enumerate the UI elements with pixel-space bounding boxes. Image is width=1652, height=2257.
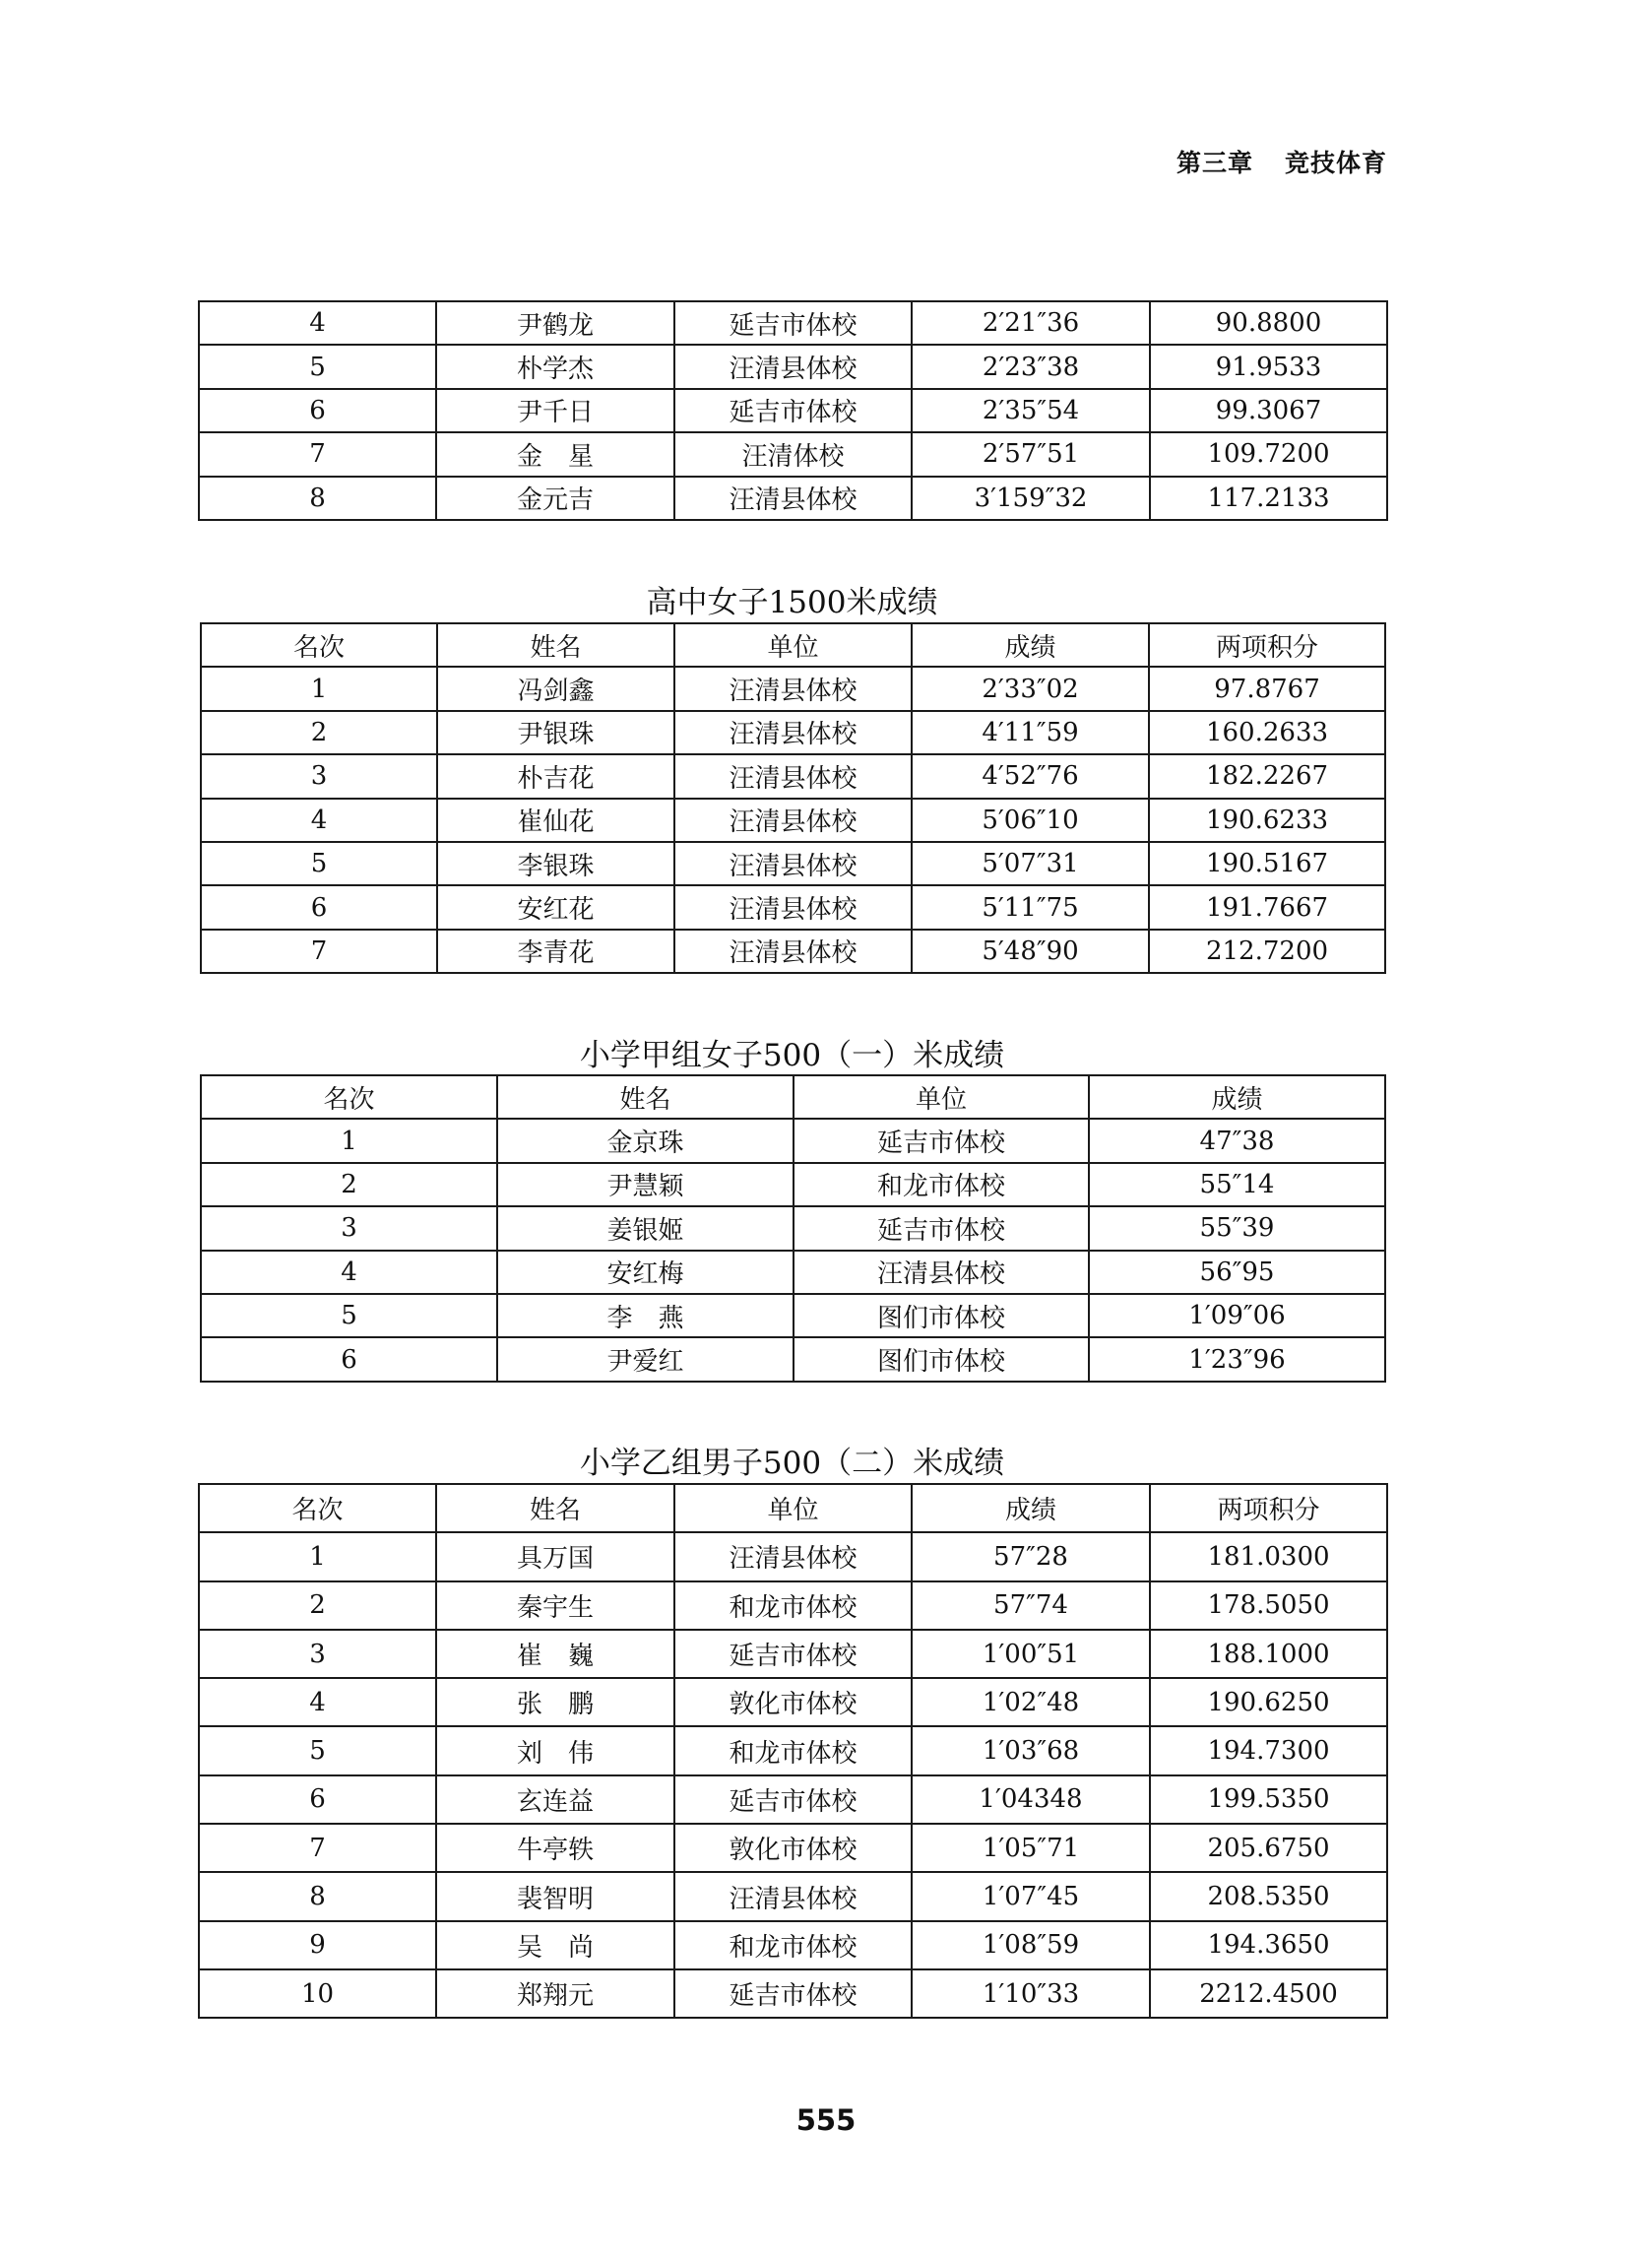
table-cell: 汪清县体校 [674, 1532, 912, 1580]
table-cell: 1 [201, 667, 437, 710]
table-cell: 秦宇生 [436, 1581, 674, 1630]
column-header: 单位 [674, 1484, 912, 1532]
table-row [201, 799, 1385, 842]
table-row [201, 1119, 1385, 1162]
chapter-label: 第三章 [1176, 149, 1254, 177]
table-cell: 和龙市体校 [674, 1921, 912, 1969]
table-cell: 1′04348 [912, 1775, 1150, 1824]
table-cell: 延吉市体校 [674, 1630, 912, 1678]
table-cell: 7 [199, 1824, 436, 1872]
table-row [199, 1678, 1387, 1726]
table-cell: 延吉市体校 [794, 1119, 1089, 1162]
table-cell: 182.2267 [1149, 754, 1385, 798]
table-cell: 2′33″02 [912, 667, 1149, 710]
table-cell: 1′23″96 [1089, 1337, 1385, 1381]
column-header: 两项积分 [1149, 623, 1385, 667]
column-header: 名次 [201, 623, 437, 667]
table-cell: 90.8800 [1150, 301, 1387, 345]
table-cell: 汪清县体校 [674, 711, 912, 754]
column-header: 两项积分 [1150, 1484, 1387, 1532]
table-row [201, 667, 1385, 710]
table-cell: 崔 巍 [436, 1630, 674, 1678]
header-row [201, 1075, 1385, 1119]
table-row [199, 389, 1387, 432]
table-cell: 2 [199, 1581, 436, 1630]
table-cell: 崔仙花 [437, 799, 674, 842]
chapter-title: 竞技体育 [1285, 149, 1388, 177]
table-cell: 1′07″45 [912, 1872, 1150, 1920]
table-cell: 3 [201, 754, 437, 798]
table-cell: 汪清县体校 [674, 477, 912, 520]
table-cell: 延吉市体校 [674, 1969, 912, 2018]
table-cell: 汪清县体校 [674, 799, 912, 842]
table-cell: 汪清体校 [674, 432, 912, 476]
table-cell: 2 [201, 711, 437, 754]
table-cell: 56″95 [1089, 1251, 1385, 1294]
header-row [201, 623, 1385, 667]
table-cell: 1 [199, 1532, 436, 1580]
table-cell: 延吉市体校 [674, 1775, 912, 1824]
table-cell: 4 [201, 799, 437, 842]
column-header: 单位 [674, 623, 912, 667]
table-cell: 尹慧颖 [497, 1163, 794, 1206]
table-cell: 208.5350 [1150, 1872, 1387, 1920]
table-cell: 2′35″54 [912, 389, 1150, 432]
table-caption-primary-a-girls-500: 小学甲组女子500（一）米成绩 [579, 1038, 1005, 1073]
table-cell: 1′02″48 [912, 1678, 1150, 1726]
table-row [199, 1969, 1387, 2018]
header-row [199, 1484, 1387, 1532]
table-cell: 汪清县体校 [794, 1251, 1089, 1294]
table-row [201, 1206, 1385, 1250]
table-cell: 190.6250 [1150, 1678, 1387, 1726]
table-cell: 4′52″76 [912, 754, 1149, 798]
table-cell: 117.2133 [1150, 477, 1387, 520]
table-header [201, 1075, 1385, 1119]
table-cell: 金京珠 [497, 1119, 794, 1162]
table-cell: 9 [199, 1921, 436, 1969]
results-table-primary-b-boys-500 [198, 1483, 1388, 2019]
column-header: 名次 [199, 1484, 436, 1532]
table-cell: 3 [199, 1630, 436, 1678]
table-cell: 姜银姬 [497, 1206, 794, 1250]
table-cell: 194.3650 [1150, 1921, 1387, 1969]
table-row [201, 1294, 1385, 1337]
table-cell: 张 鹏 [436, 1678, 674, 1726]
table-cell: 55″39 [1089, 1206, 1385, 1250]
table-cell: 188.1000 [1150, 1630, 1387, 1678]
table-cell: 李 燕 [497, 1294, 794, 1337]
table-cell: 安红花 [437, 885, 674, 929]
table-cell: 2 [201, 1163, 497, 1206]
results-table-continued [198, 300, 1388, 521]
table-row [201, 842, 1385, 885]
table-row [201, 1163, 1385, 1206]
table-cell: 冯剑鑫 [437, 667, 674, 710]
table-cell: 6 [201, 885, 437, 929]
table-cell: 10 [199, 1969, 436, 2018]
results-table-high-school-girls-1500 [200, 622, 1386, 974]
table-cell: 5′07″31 [912, 842, 1149, 885]
table-cell: 109.7200 [1150, 432, 1387, 476]
table-cell: 1′03″68 [912, 1726, 1150, 1774]
table-cell: 和龙市体校 [674, 1581, 912, 1630]
table-cell: 延吉市体校 [674, 301, 912, 345]
table-cell: 8 [199, 1872, 436, 1920]
table-cell: 汪清县体校 [674, 345, 912, 388]
table-cell: 汪清县体校 [674, 1872, 912, 1920]
table-cell: 玄连益 [436, 1775, 674, 1824]
column-header: 姓名 [436, 1484, 674, 1532]
table-cell: 205.6750 [1150, 1824, 1387, 1872]
table-cell: 尹鹤龙 [436, 301, 674, 345]
results-table-primary-a-girls-500 [200, 1074, 1386, 1383]
table-cell: 91.9533 [1150, 345, 1387, 388]
table-row [201, 930, 1385, 973]
table-cell: 尹千日 [436, 389, 674, 432]
table-cell: 1′05″71 [912, 1824, 1150, 1872]
table-cell: 5 [201, 842, 437, 885]
table-cell: 1′10″33 [912, 1969, 1150, 2018]
table-row [199, 1581, 1387, 1630]
column-header: 名次 [201, 1075, 497, 1119]
table-cell: 5′48″90 [912, 930, 1149, 973]
table-cell: 汪清县体校 [674, 930, 912, 973]
table-header [201, 623, 1385, 667]
table-cell: 金 星 [436, 432, 674, 476]
table-cell: 5 [201, 1294, 497, 1337]
table-cell: 和龙市体校 [794, 1163, 1089, 1206]
table-row [199, 301, 1387, 345]
table-cell: 6 [201, 1337, 497, 1381]
table-body [201, 1119, 1385, 1381]
table-row [201, 754, 1385, 798]
table-cell: 2′57″51 [912, 432, 1150, 476]
table-cell: 181.0300 [1150, 1532, 1387, 1580]
column-header: 单位 [794, 1075, 1089, 1119]
table-cell: 吴 尚 [436, 1921, 674, 1969]
table-row [199, 345, 1387, 388]
table-cell: 李青花 [437, 930, 674, 973]
table-cell: 55″14 [1089, 1163, 1385, 1206]
table-cell: 199.5350 [1150, 1775, 1387, 1824]
table-cell: 97.8767 [1149, 667, 1385, 710]
table-cell: 8 [199, 477, 436, 520]
table-row [199, 1726, 1387, 1774]
table-cell: 2′21″36 [912, 301, 1150, 345]
table-cell: 1 [201, 1119, 497, 1162]
table-cell: 5 [199, 1726, 436, 1774]
table-row [201, 1251, 1385, 1294]
table-cell: 1′09″06 [1089, 1294, 1385, 1337]
table-cell: 裴智明 [436, 1872, 674, 1920]
table-cell: 汪清县体校 [674, 885, 912, 929]
table-cell: 194.7300 [1150, 1726, 1387, 1774]
table-cell: 190.6233 [1149, 799, 1385, 842]
table-cell: 160.2633 [1149, 711, 1385, 754]
column-header: 成绩 [912, 1484, 1150, 1532]
table-row [201, 885, 1385, 929]
column-header: 姓名 [497, 1075, 794, 1119]
table-row [199, 1775, 1387, 1824]
table-cell: 57″28 [912, 1532, 1150, 1580]
table-cell: 尹银珠 [437, 711, 674, 754]
table-cell: 4 [199, 1678, 436, 1726]
table-cell: 朴学杰 [436, 345, 674, 388]
table-cell: 图们市体校 [794, 1337, 1089, 1381]
table-cell: 47″38 [1089, 1119, 1385, 1162]
table-cell: 汪清县体校 [674, 754, 912, 798]
table-cell: 牛亭轶 [436, 1824, 674, 1872]
table-cell: 178.5050 [1150, 1581, 1387, 1630]
running-header [1176, 144, 1387, 179]
table-cell: 5′11″75 [912, 885, 1149, 929]
table-row [199, 1921, 1387, 1969]
table-cell: 5 [199, 345, 436, 388]
table-body [199, 1532, 1387, 2018]
table-cell: 212.7200 [1149, 930, 1385, 973]
table-cell: 李银珠 [437, 842, 674, 885]
column-header: 姓名 [437, 623, 674, 667]
table-cell: 安红梅 [497, 1251, 794, 1294]
table-cell: 190.5167 [1149, 842, 1385, 885]
table-cell: 6 [199, 1775, 436, 1824]
table-cell: 2′23″38 [912, 345, 1150, 388]
table-caption-primary-b-boys-500: 小学乙组男子500（二）米成绩 [579, 1446, 1005, 1481]
table-row [201, 711, 1385, 754]
table-cell: 具万国 [436, 1532, 674, 1580]
table-cell: 1′08″59 [912, 1921, 1150, 1969]
table-cell: 延吉市体校 [674, 389, 912, 432]
table-cell: 99.3067 [1150, 389, 1387, 432]
table-cell: 金元吉 [436, 477, 674, 520]
column-header: 成绩 [912, 623, 1149, 667]
table-cell: 4 [199, 301, 436, 345]
table-cell: 汪清县体校 [674, 842, 912, 885]
table-cell: 4 [201, 1251, 497, 1294]
page-number: 555 [795, 2103, 857, 2137]
table-row [199, 477, 1387, 520]
table-cell: 图们市体校 [794, 1294, 1089, 1337]
table-cell: 191.7667 [1149, 885, 1385, 929]
table-cell: 敦化市体校 [674, 1678, 912, 1726]
table-body [201, 667, 1385, 973]
table-caption-high-school-girls-1500: 高中女子1500米成绩 [646, 585, 938, 620]
table-cell: 4′11″59 [912, 711, 1149, 754]
table-cell: 1′00″51 [912, 1630, 1150, 1678]
table-cell: 7 [199, 432, 436, 476]
table-cell: 7 [201, 930, 437, 973]
table-row [199, 1872, 1387, 1920]
column-header: 成绩 [1089, 1075, 1385, 1119]
table-cell: 刘 伟 [436, 1726, 674, 1774]
table-cell: 敦化市体校 [674, 1824, 912, 1872]
table-cell: 汪清县体校 [674, 667, 912, 710]
table-cell: 5′06″10 [912, 799, 1149, 842]
table-cell: 尹爱红 [497, 1337, 794, 1381]
table-body [199, 301, 1387, 520]
table-row [201, 1337, 1385, 1381]
table-row [199, 1532, 1387, 1580]
table-cell: 2212.4500 [1150, 1969, 1387, 2018]
table-cell: 3′159″32 [912, 477, 1150, 520]
table-cell: 朴吉花 [437, 754, 674, 798]
table-cell: 郑翔元 [436, 1969, 674, 2018]
table-cell: 6 [199, 389, 436, 432]
table-cell: 延吉市体校 [794, 1206, 1089, 1250]
table-cell: 3 [201, 1206, 497, 1250]
table-row [199, 1630, 1387, 1678]
table-header [199, 1484, 1387, 1532]
table-cell: 57″74 [912, 1581, 1150, 1630]
table-cell: 和龙市体校 [674, 1726, 912, 1774]
table-row [199, 432, 1387, 476]
table-row [199, 1824, 1387, 1872]
